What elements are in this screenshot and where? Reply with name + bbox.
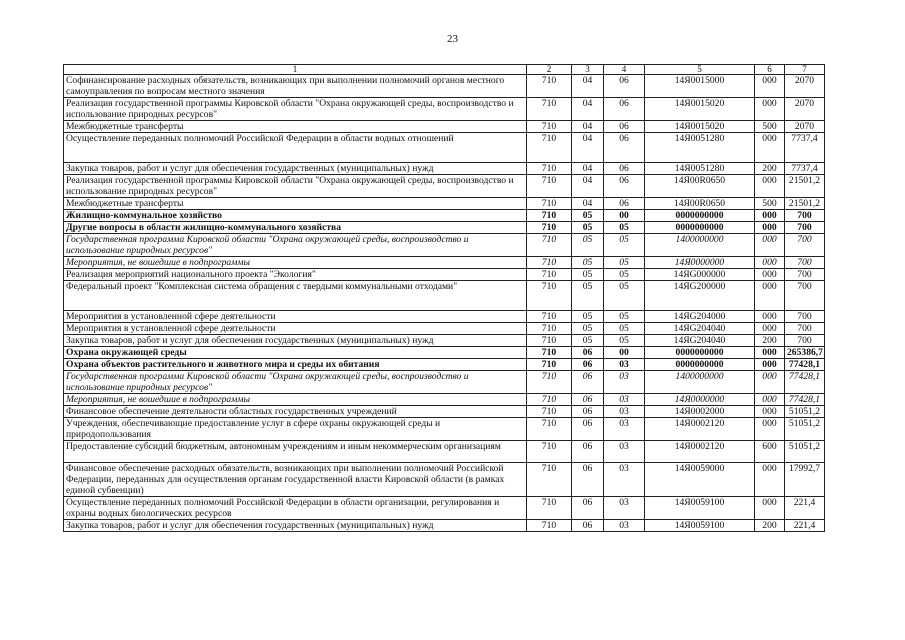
row-code-cell: 700	[785, 234, 825, 257]
row-name-cell: Мероприятия в установленной сфере деятельности	[64, 323, 527, 335]
row-name-cell: Федеральный проект "Комплексная система обращения с твердыми коммунальными отходами"	[64, 281, 527, 311]
row-code-cell: 06	[604, 98, 645, 121]
row-code-cell: 700	[785, 222, 825, 234]
table-row	[64, 121, 825, 133]
row-code-cell: 710	[527, 257, 572, 269]
row-code-cell: 03	[604, 394, 645, 406]
row-code-cell: 710	[527, 210, 572, 222]
row-code-cell: 06	[604, 133, 645, 163]
header-cell: 3	[572, 65, 604, 75]
row-code-cell: 00	[604, 210, 645, 222]
row-code-cell: 05	[572, 323, 604, 335]
row-name-cell: Государственная программа Кировской области "Охрана окружающей среды, воспроизводство и использование природных ресурсов"	[64, 234, 527, 257]
row-code-cell: 14ЯG204040	[645, 323, 755, 335]
row-code-cell: 700	[785, 269, 825, 281]
row-name-cell: Охрана объектов растительного и животного мира и среды их обитания	[64, 359, 527, 371]
table-header-row	[64, 65, 825, 75]
row-code-cell: 06	[604, 121, 645, 133]
row-code-cell: 14ЯG204000	[645, 311, 755, 323]
row-code-cell: 06	[572, 359, 604, 371]
header-cell: 7	[785, 65, 825, 75]
row-name-cell: Реализация мероприятий национального проекта "Экология"	[64, 269, 527, 281]
row-code-cell: 2070	[785, 98, 825, 121]
row-name-cell: Финансовое обеспечение расходных обязательств, возникающих при выполнении полномочий Российской Федерации, переданных для осуществления органам государственной власти Кировской области (в рамках единой субвенции)	[64, 463, 527, 497]
row-code-cell: 04	[572, 98, 604, 121]
header-cell: 4	[604, 65, 645, 75]
row-name-cell: Учреждения, обеспечивающие предоставление услуг в сфере охраны окружающей среды и природопользования	[64, 418, 527, 441]
row-code-cell: 000	[755, 359, 785, 371]
row-code-cell: 710	[527, 163, 572, 175]
table-row	[64, 418, 825, 441]
row-name-cell: Закупка товаров, работ и услуг для обеспечения государственных (муниципальных) нужд	[64, 163, 527, 175]
header-cell: 2	[527, 65, 572, 75]
table-row	[64, 175, 825, 198]
header-cell: 1	[64, 65, 527, 75]
row-code-cell: 600	[755, 441, 785, 463]
row-code-cell: 710	[527, 347, 572, 359]
row-code-cell: 000	[755, 234, 785, 257]
row-code-cell: 000	[755, 75, 785, 98]
row-name-cell: Государственная программа Кировской области "Охрана окружающей среды, воспроизводство и использование природных ресурсов"	[64, 371, 527, 394]
row-code-cell: 06	[572, 441, 604, 463]
row-code-cell: 000	[755, 175, 785, 198]
row-code-cell: 710	[527, 394, 572, 406]
row-code-cell: 2070	[785, 75, 825, 98]
row-code-cell: 06	[604, 163, 645, 175]
row-code-cell: 700	[785, 210, 825, 222]
row-code-cell: 710	[527, 335, 572, 347]
row-code-cell: 77428,1	[785, 359, 825, 371]
row-name-cell: Осуществление переданных полномочий Российской Федерации в области организации, регулирования и охраны водных биологических ресурсов	[64, 497, 527, 520]
row-code-cell: 04	[572, 75, 604, 98]
row-code-cell: 710	[527, 198, 572, 210]
row-code-cell: 03	[604, 359, 645, 371]
row-code-cell: 1400000000	[645, 234, 755, 257]
row-code-cell: 700	[785, 281, 825, 311]
row-code-cell: 710	[527, 281, 572, 311]
row-code-cell: 06	[604, 175, 645, 198]
row-code-cell: 05	[604, 257, 645, 269]
row-code-cell: 03	[604, 463, 645, 497]
row-code-cell: 14ЯG000000	[645, 269, 755, 281]
table-row	[64, 98, 825, 121]
row-code-cell: 05	[604, 323, 645, 335]
table-row	[64, 463, 825, 497]
row-code-cell: 0000000000	[645, 359, 755, 371]
row-code-cell: 000	[755, 463, 785, 497]
row-code-cell: 710	[527, 418, 572, 441]
row-code-cell: 51051,2	[785, 441, 825, 463]
row-code-cell: 14Я0000000	[645, 257, 755, 269]
row-code-cell: 03	[604, 418, 645, 441]
row-name-cell: Реализация государственной программы Кировской области "Охрана окружающей среды, воспроизводство и использование природных ресурсов"	[64, 175, 527, 198]
row-code-cell: 04	[572, 175, 604, 198]
row-code-cell: 05	[572, 234, 604, 257]
table-row	[64, 520, 825, 532]
row-code-cell: 06	[604, 198, 645, 210]
row-name-cell: Охрана окружающей среды	[64, 347, 527, 359]
row-code-cell: 03	[604, 371, 645, 394]
row-code-cell: 05	[604, 222, 645, 234]
row-code-cell: 000	[755, 311, 785, 323]
row-code-cell: 200	[755, 163, 785, 175]
row-code-cell: 06	[604, 75, 645, 98]
row-name-cell: Софинансирование расходных обязательств, возникающих при выполнении полномочий органов местного самоуправления по вопросам местного значения	[64, 75, 527, 98]
row-code-cell: 000	[755, 347, 785, 359]
row-name-cell: Жилищно-коммунальное хозяйство	[64, 210, 527, 222]
row-code-cell: 710	[527, 269, 572, 281]
row-code-cell: 05	[604, 269, 645, 281]
row-code-cell: 14Я0002000	[645, 406, 755, 418]
row-code-cell: 14Я0051280	[645, 163, 755, 175]
row-code-cell: 000	[755, 323, 785, 335]
row-code-cell: 710	[527, 463, 572, 497]
row-code-cell: 710	[527, 121, 572, 133]
row-code-cell: 000	[755, 394, 785, 406]
row-code-cell: 14Я0015000	[645, 75, 755, 98]
row-code-cell: 000	[755, 133, 785, 163]
row-code-cell: 000	[755, 371, 785, 394]
table-row	[64, 163, 825, 175]
table-row	[64, 234, 825, 257]
table-row	[64, 222, 825, 234]
row-code-cell: 000	[755, 210, 785, 222]
row-code-cell: 0000000000	[645, 210, 755, 222]
table-row	[64, 198, 825, 210]
row-name-cell: Мероприятия, не вошедшие в подпрограммы	[64, 257, 527, 269]
row-code-cell: 00	[604, 347, 645, 359]
row-name-cell: Закупка товаров, работ и услуг для обеспечения государственных (муниципальных) нужд	[64, 335, 527, 347]
row-code-cell: 05	[572, 335, 604, 347]
table-row	[64, 359, 825, 371]
row-code-cell: 265386,7	[785, 347, 825, 359]
table-row	[64, 323, 825, 335]
table-row	[64, 75, 825, 98]
row-code-cell: 05	[604, 311, 645, 323]
table-row	[64, 497, 825, 520]
row-code-cell: 1400000000	[645, 371, 755, 394]
row-name-cell: Мероприятия, не вошедшие в подпрограммы	[64, 394, 527, 406]
page-number: 23	[447, 33, 458, 45]
row-code-cell: 500	[755, 121, 785, 133]
row-code-cell: 14Я0059100	[645, 520, 755, 532]
row-name-cell: Мероприятия в установленной сфере деятельности	[64, 311, 527, 323]
row-code-cell: 04	[572, 133, 604, 163]
row-name-cell: Предоставление субсидий бюджетным, автономным учреждениям и иным некоммерческим организациям	[64, 441, 527, 463]
row-code-cell: 05	[604, 335, 645, 347]
row-name-cell: Реализация государственной программы Кировской области "Охрана окружающей среды, воспроизводство и использование природных ресурсов"	[64, 98, 527, 121]
row-code-cell: 04	[572, 198, 604, 210]
row-code-cell: 710	[527, 234, 572, 257]
row-name-cell: Финансовое обеспечение деятельности областных государственных учреждений	[64, 406, 527, 418]
row-code-cell: 14Я0015020	[645, 98, 755, 121]
row-code-cell: 14Я00R0650	[645, 175, 755, 198]
row-code-cell: 17992,7	[785, 463, 825, 497]
row-code-cell: 710	[527, 175, 572, 198]
row-code-cell: 14Я0059100	[645, 497, 755, 520]
table-row	[64, 406, 825, 418]
row-code-cell: 06	[572, 406, 604, 418]
table-row	[64, 335, 825, 347]
row-code-cell: 000	[755, 257, 785, 269]
row-code-cell: 710	[527, 133, 572, 163]
row-code-cell: 14Я0015020	[645, 121, 755, 133]
row-code-cell: 710	[527, 406, 572, 418]
row-code-cell: 05	[572, 311, 604, 323]
row-code-cell: 710	[527, 98, 572, 121]
row-name-cell: Закупка товаров, работ и услуг для обеспечения государственных (муниципальных) нужд	[64, 520, 527, 532]
table-row	[64, 281, 825, 311]
row-code-cell: 51051,2	[785, 406, 825, 418]
row-code-cell: 000	[755, 406, 785, 418]
table-row	[64, 269, 825, 281]
row-code-cell: 51051,2	[785, 418, 825, 441]
row-code-cell: 06	[572, 418, 604, 441]
row-code-cell: 0000000000	[645, 222, 755, 234]
row-code-cell: 14Я0002120	[645, 441, 755, 463]
table-row	[64, 347, 825, 359]
row-code-cell: 200	[755, 335, 785, 347]
row-code-cell: 14ЯG204040	[645, 335, 755, 347]
row-code-cell: 05	[604, 234, 645, 257]
row-code-cell: 06	[572, 463, 604, 497]
table-row	[64, 257, 825, 269]
row-code-cell: 710	[527, 520, 572, 532]
row-code-cell: 06	[572, 347, 604, 359]
row-code-cell: 700	[785, 323, 825, 335]
row-code-cell: 05	[572, 257, 604, 269]
row-code-cell: 710	[527, 371, 572, 394]
row-code-cell: 77428,1	[785, 394, 825, 406]
row-code-cell: 06	[572, 520, 604, 532]
row-code-cell: 14ЯG200000	[645, 281, 755, 311]
row-code-cell: 000	[755, 281, 785, 311]
row-code-cell: 710	[527, 311, 572, 323]
table-row	[64, 441, 825, 463]
row-code-cell: 710	[527, 323, 572, 335]
table-row	[64, 210, 825, 222]
table-row	[64, 394, 825, 406]
row-code-cell: 21501,2	[785, 175, 825, 198]
header-cell: 6	[755, 65, 785, 75]
row-code-cell: 14Я0059000	[645, 463, 755, 497]
row-code-cell: 200	[755, 520, 785, 532]
row-code-cell: 700	[785, 311, 825, 323]
row-code-cell: 05	[572, 269, 604, 281]
table-row	[64, 133, 825, 163]
row-code-cell: 14Я00R0650	[645, 198, 755, 210]
row-code-cell: 7737,4	[785, 133, 825, 163]
row-code-cell: 000	[755, 269, 785, 281]
table-row	[64, 371, 825, 394]
table-row	[64, 311, 825, 323]
row-code-cell: 7737,4	[785, 163, 825, 175]
row-code-cell: 14Я0002120	[645, 418, 755, 441]
row-code-cell: 06	[572, 497, 604, 520]
row-code-cell: 000	[755, 418, 785, 441]
row-code-cell: 14Я0000000	[645, 394, 755, 406]
row-code-cell: 700	[785, 257, 825, 269]
row-code-cell: 06	[572, 394, 604, 406]
row-code-cell: 14Я0051280	[645, 133, 755, 163]
budget-table	[63, 64, 825, 532]
row-code-cell: 710	[527, 441, 572, 463]
row-code-cell: 05	[604, 281, 645, 311]
row-code-cell: 03	[604, 406, 645, 418]
row-code-cell: 710	[527, 359, 572, 371]
row-code-cell: 710	[527, 222, 572, 234]
row-code-cell: 03	[604, 441, 645, 463]
row-code-cell: 500	[755, 198, 785, 210]
row-code-cell: 000	[755, 497, 785, 520]
row-name-cell: Другие вопросы в области жилищно-коммунального хозяйства	[64, 222, 527, 234]
row-code-cell: 05	[572, 281, 604, 311]
row-code-cell: 221,4	[785, 497, 825, 520]
row-code-cell: 000	[755, 222, 785, 234]
row-code-cell: 05	[572, 222, 604, 234]
row-name-cell: Межбюджетные трансферты	[64, 198, 527, 210]
row-code-cell: 04	[572, 121, 604, 133]
row-code-cell: 05	[572, 210, 604, 222]
row-name-cell: Межбюджетные трансферты	[64, 121, 527, 133]
row-code-cell: 0000000000	[645, 347, 755, 359]
row-code-cell: 000	[755, 98, 785, 121]
row-code-cell: 221,4	[785, 520, 825, 532]
header-cell: 5	[645, 65, 755, 75]
row-code-cell: 06	[572, 371, 604, 394]
row-code-cell: 700	[785, 335, 825, 347]
row-code-cell: 710	[527, 75, 572, 98]
row-code-cell: 21501,2	[785, 198, 825, 210]
row-name-cell: Осуществление переданных полномочий Российской Федерации в области водных отношений	[64, 133, 527, 163]
row-code-cell: 2070	[785, 121, 825, 133]
row-code-cell: 03	[604, 497, 645, 520]
row-code-cell: 710	[527, 497, 572, 520]
row-code-cell: 03	[604, 520, 645, 532]
row-code-cell: 77428,1	[785, 371, 825, 394]
row-code-cell: 04	[572, 163, 604, 175]
